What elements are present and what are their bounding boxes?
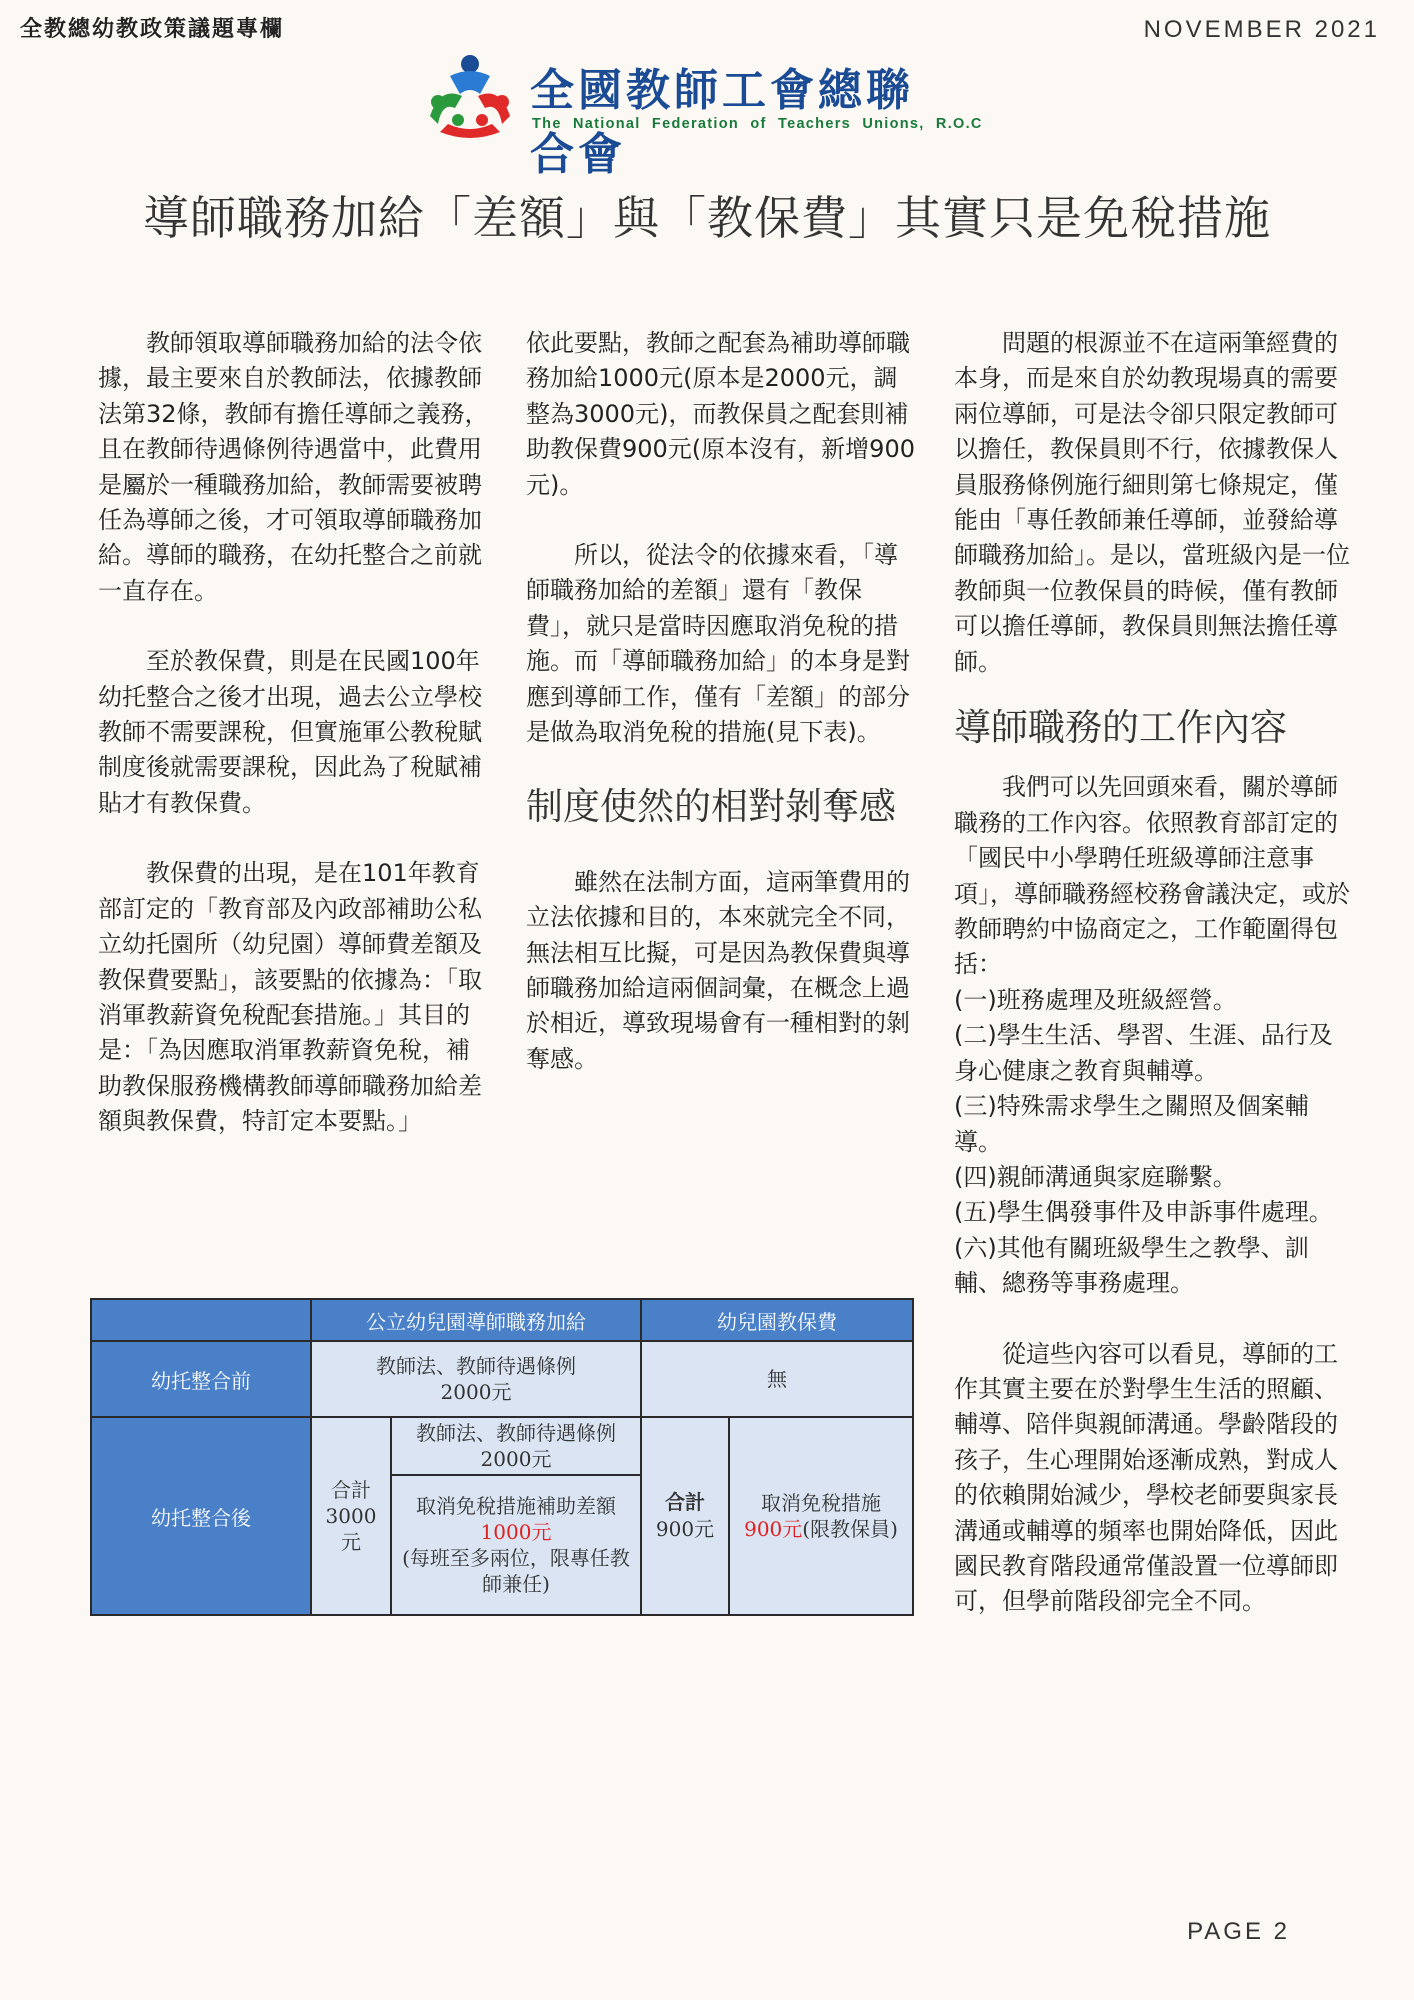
cell-amount: 900元 [744,1517,803,1541]
paragraph: 教保費的出現，是在101年教育部訂定的「教育部及內政部補助公私立幼托園所（幼兒園）導師費差額及教保費要點」，該要點的依據為：「取消軍教薪資免稅配套措施。」其目的是：「為因應取消軍教薪資免稅，補助教保服務機構教師導師職務加給差額與教保費，特訂定本要點。」 [98,859,482,1136]
list-item: (一)班務處理及班級經營。 [954,985,1237,1014]
cell-basis: 取消免稅措施 [761,1491,881,1515]
article-title: 導師職務加給「差額」與「教保費」其實只是免稅措施 [143,191,1271,245]
column-2 [526,326,918,1112]
paragraph: 至於教保費，則是在民國100年幼托整合之後才出現，過去公立學校教師不需要課稅，但實施軍公教稅賦制度後就需要課稅，因此為了稅賦補貼才有教保費。 [98,647,482,817]
fee-comparison-table [90,1298,914,1616]
union-logo [420,46,983,180]
paragraph: 我們可以先回頭來看，關於導師職務的工作內容。依照教育部訂定的「國民中小學聘任班級導師注意事項」，導師職務經校務會議決定，或於教師聘約中協商定之，工作範圍得包括： [954,773,1350,979]
section-heading: 制度使然的相對剝奪感 [526,785,896,829]
cell-basis: 取消免稅措施補助差額 [416,1494,616,1518]
list-item: (四)親師溝通與家庭聯繫。 [954,1162,1237,1191]
table-header-row [91,1299,913,1341]
section-heading: 導師職務的工作內容 [954,706,1287,750]
column-name: 全教總幼教政策議題專欄 [20,16,285,42]
table-header: 公立幼兒園導師職務加給 [311,1299,641,1341]
union-emblem-icon [420,46,520,146]
paragraph: 問題的根源並不在這兩筆經費的本身，而是來自於幼教現場真的需要兩位導師，可是法令卻只限定教師可以擔任，教保員則不行，依據教保人員服務條例施行細則第七條規定，僅能由「專任教師兼任導師，並發給導師職務加給」。是以，當班級內是一位教師與一位教保員的時候，僅有教師可以擔任導師，教保員則無法擔任導師。 [954,329,1350,676]
total-amount: 3000 [325,1504,377,1528]
total-amount: 900元 [655,1517,715,1541]
paragraph: 依此要點，教師之配套為補助導師職務加給1000元(原本是2000元，調整為3000元)，而教保員之配套則補助教保費900元(原本沒有，新增900元)。 [526,329,915,499]
issue-date: NOVEMBER 2021 [1143,16,1380,43]
column-1 [98,326,490,1175]
row-header: 幼托整合前 [91,1341,311,1417]
table-cell [729,1417,913,1615]
table-cell [391,1417,641,1475]
cell-note: (每班至多兩位，限專任教師兼任) [402,1546,630,1596]
list-item: (五)學生偶發事件及申訴事件處理。 [954,1198,1333,1227]
table-header: 幼兒園教保費 [641,1299,913,1341]
list-item: (三)特殊需求學生之關照及個案輔導。 [954,1092,1309,1156]
total-label: 合計 [665,1492,705,1514]
table-corner [91,1299,311,1341]
column-3 [954,326,1354,1655]
cell-amount: 1000元 [480,1520,552,1544]
table-cell [391,1475,641,1615]
cell-amount: 2000元 [480,1447,552,1471]
cell-note: (限教保員) [802,1517,898,1541]
page-number: PAGE 2 [1187,1918,1290,1945]
table-cell [641,1417,729,1615]
paragraph: 雖然在法制方面，這兩筆費用的立法依據和目的，本來就完全不同，無法相互比擬，可是因為教保費與導師職務加給這兩個詞彙，在概念上過於相近，導致現場會有一種相對的剝奪感。 [526,867,910,1073]
table-cell [311,1417,391,1615]
cell-amount: 2000元 [440,1380,512,1404]
row-header: 幼托整合後 [91,1417,311,1615]
total-unit: 元 [341,1530,361,1554]
total-label: 合計 [331,1478,371,1502]
table-row [91,1341,913,1417]
union-name-en: The National Federation of Teachers Unions, R.O.C [532,116,983,132]
cell-basis: 教師法、教師待遇條例 [416,1421,616,1445]
cell-basis: 教師法、教師待遇條例 [376,1354,576,1378]
union-name-zh: 全國教師工會總聯合會 [530,65,914,180]
table-row [91,1417,913,1475]
list-item: (六)其他有關班級學生之教學、訓輔、總務等事務處理。 [954,1233,1309,1298]
paragraph: 從這些內容可以看見，導師的工作其實主要在於對學生生活的照顧、輔導、陪伴與親師溝通。學齡階段的孩子，生心理開始逐漸成熟，對成人的依賴開始減少，學校老師要與家長溝通或輔導的頻率也開始降低，因此國民教育階段通常僅設置一位導師即可，但學前階段卻完全不同。 [954,1339,1338,1616]
paragraph: 所以，從法令的依據來看，「導師職務加給的差額」還有「教保費」，就只是當時因應取消免稅的措施。而「導師職務加給」的本身是對應到導師工作，僅有「差額」的部分是做為取消免稅的措施(見下表)。 [526,541,910,747]
list-item: (二)學生生活、學習、生涯、品行及身心健康之教育與輔導。 [954,1021,1333,1085]
table-cell: 無 [641,1341,913,1417]
table-cell [311,1341,641,1417]
paragraph: 教師領取導師職務加給的法令依據，最主要來自於教師法，依據教師法第32條，教師有擔任導師之義務，且在教師待遇條例待遇當中，此費用是屬於一種職務加給，教師需要被聘任為導師之後，才可領取導師職務加給。導師的職務，在幼托整合之前就一直存在。 [98,329,489,605]
